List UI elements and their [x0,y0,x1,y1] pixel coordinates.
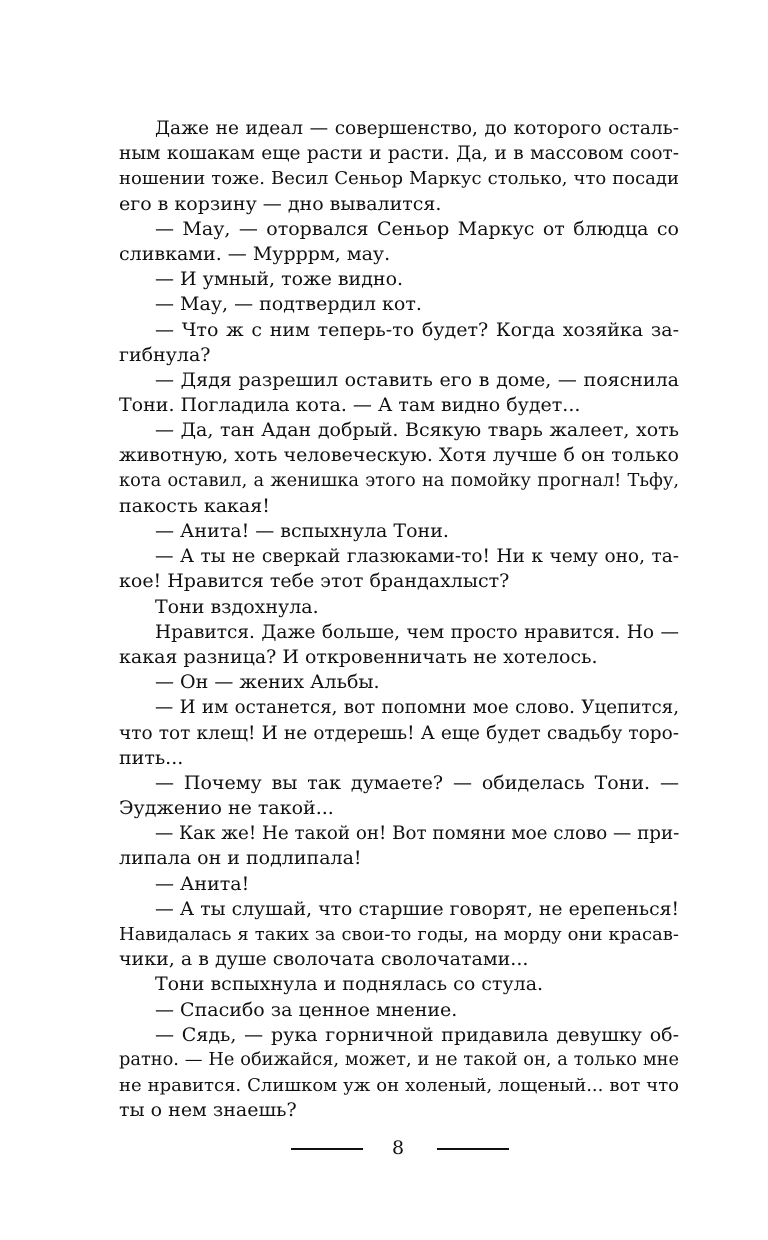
text-line: чики, а в душе сволочата сволочатами... [119,948,529,971]
page-footer [0,1136,768,1160]
text-line: — Спасибо за ценное мнение. [155,998,458,1021]
text-line: Даже не идеал — совершенство, до которого осталь- [155,118,679,139]
text-line: его в корзину — дно вывалится. [119,192,442,215]
text-line: — Мау, — подтвердил кот. [155,293,422,316]
text-line: животную, хоть человеческую. Хотя лучше б он только [119,444,679,467]
text-line: — Мау, — оторвался Сеньор Маркус от блюдца со [155,217,679,240]
text-line: Тони. Погладила кота. — А там видно будет... [119,394,581,417]
text-line: что тот клещ! И не отдерешь! А еще будет свадьбу торо- [119,722,679,744]
text-line: ношении тоже. Весил Сеньор Маркус столько, что посади [119,168,679,190]
footer-rule-right [437,1148,509,1150]
text-line: кое! Нравится тебе этот брандахлыст? [119,570,510,593]
page-number: 8 [391,1137,405,1159]
text-line: Тони вздохнула. [155,595,319,618]
footer-rule-left [291,1148,363,1150]
text-line: — Сядь, — рука горничной придавила девушку об- [155,1023,679,1046]
text-line: — Что ж с ним теперь-то будет? Когда хозяйка за- [155,318,679,341]
body-text [119,116,679,1124]
text-line: — И умный, тоже видно. [155,268,404,291]
text-line: — Анита! — вспыхнула Тони. [155,520,449,542]
text-line: — Почему вы так думаете? — обиделась Тони. — [155,771,679,794]
text-line: какая разница? И откровенничать не хотелось. [119,645,598,668]
text-line: ратно. — Не обижайся, может, и не такой он, а только мне [119,1049,679,1070]
text-line: пить... [119,746,184,769]
text-line: Навидалась я таких за свои-то годы, на морду они красав- [119,924,679,945]
text-line: Эудженио не такой... [119,797,334,820]
text-line: Тони вспыхнула и поднялась со стула. [155,973,544,996]
text-line: гибнула? [119,343,211,366]
text-line: — Анита! [155,872,250,895]
text-line: не нравится. Слишком уж он холеный, лощеный... вот что [119,1075,679,1097]
text-line: — Да, тан Адан добрый. Всякую тварь жалеет, хоть [155,419,679,442]
text-line: кота оставил, а женишка этого на помойку прогнал! Тьфу, [119,470,679,491]
text-line: — А ты не сверкай глазюками-то! Ни к чему оно, та- [155,546,679,568]
text-line: — Как же! Не такой он! Вот помяни мое слово — при- [155,823,680,845]
text-line: Нравится. Даже больше, чем просто нравится. Но — [155,621,679,643]
text-line: ным кошакам еще расти и расти. Да, и в массовом соот- [119,143,679,165]
text-line: сливками. — Мурррм, мау. [119,242,391,265]
text-line: — И им останется, вот попомни мое слово. Уцепится, [155,697,679,719]
text-line: — Он — жених Альбы. [155,671,380,694]
text-line: липала он и подлипала! [119,847,362,870]
text-line: пакость какая! [119,494,270,517]
text-line: ты о нем знаешь? [119,1099,297,1122]
text-line: — Дядя разрешил оставить его в доме, — пояснила [155,368,679,391]
text-line: — А ты слушай, что старшие говорят, не ерепенься! [155,898,679,920]
